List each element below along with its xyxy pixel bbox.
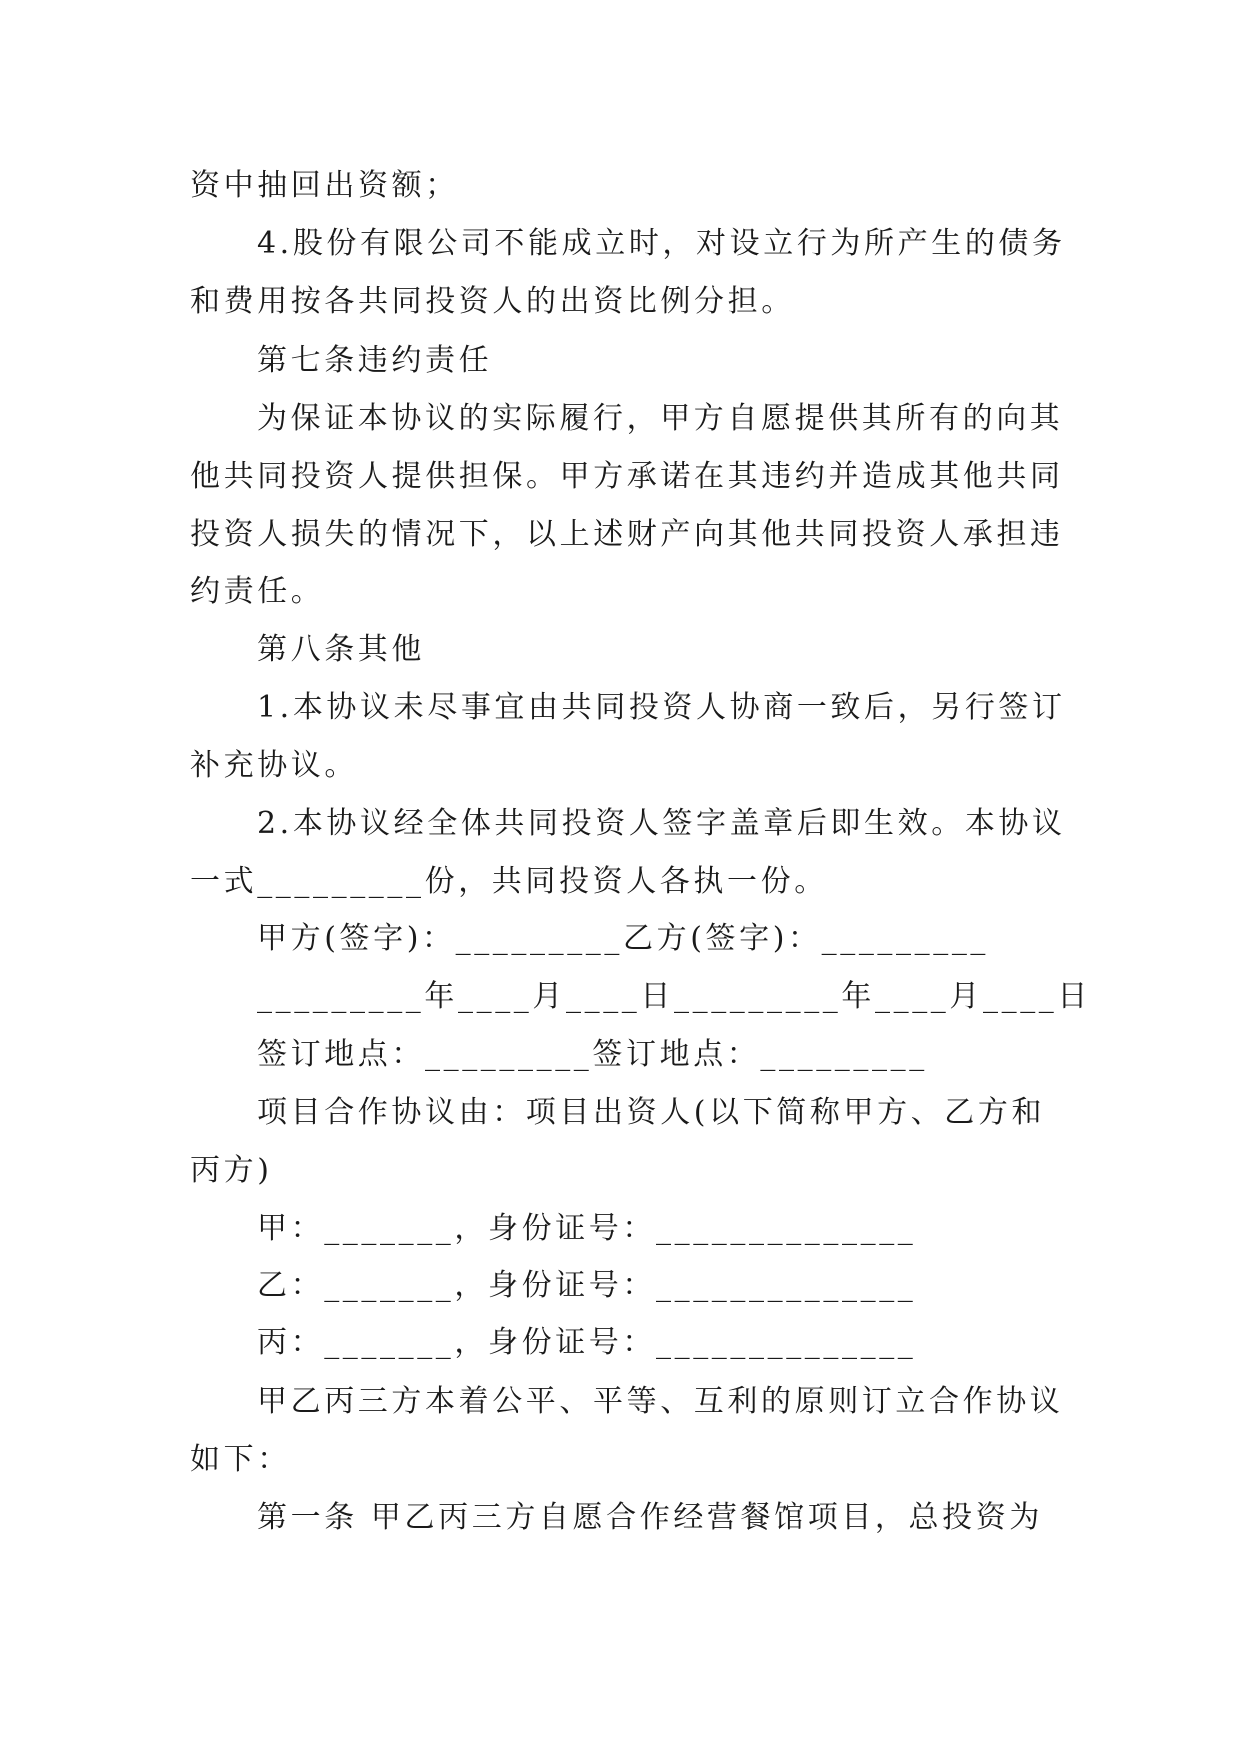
text-line-7: 投资人损失的情况下，以上述财产向其他共同投资人承担违 (190, 517, 1064, 552)
principle-line: 甲乙丙三方本着公平、平等、互利的原则订立合作协议 (257, 1384, 1064, 1419)
article-7-heading: 第七条违约责任 (257, 343, 493, 378)
agreement-intro-line: 项目合作协议由：项目出资人(以下简称甲方、乙方和 (257, 1095, 1046, 1130)
text-line-8: 约责任。 (190, 574, 325, 609)
party-c-line: 丙：_______，身份证号：______________ (257, 1325, 917, 1360)
party-a-line: 甲：_______，身份证号：______________ (257, 1211, 917, 1246)
article-8-heading: 第八条其他 (257, 632, 425, 667)
text-line-3: 和费用按各共同投资人的出资比例分担。 (190, 284, 795, 319)
date-line: _________年____月____日_________年____月____日 (257, 979, 1091, 1014)
signing-place-line: 签订地点：_________签订地点：_________ (257, 1037, 928, 1072)
clause-line-4: 4.股份有限公司不能成立时，对设立行为所产生的债务 (257, 226, 1066, 261)
text-line-1: 资中抽回出资额； (190, 168, 459, 203)
signature-line: 甲方(签字)：_________乙方(签字)：_________ (257, 921, 990, 956)
text-line-6: 他共同投资人提供担保。甲方承诺在其违约并造成其他共同 (190, 459, 1064, 494)
text-line-11: 补充协议。 (190, 748, 358, 783)
copies-line: 一式_________份，共同投资人各执一份。 (190, 864, 828, 899)
party-b-line: 乙：_______，身份证号：______________ (257, 1268, 917, 1303)
article-1-line: 第一条 甲乙丙三方自愿合作经营餐馆项目，总投资为 (257, 1500, 1043, 1535)
text-line-5: 为保证本协议的实际履行，甲方自愿提供其所有的向其 (257, 401, 1064, 436)
clause-line-2: 2.本协议经全体共同投资人签字盖章后即生效。本协议 (257, 806, 1066, 841)
text-line-18: 丙方) (190, 1153, 273, 1188)
clause-line-1: 1.本协议未尽事宜由共同投资人协商一致后，另行签订 (257, 690, 1066, 725)
text-line-23: 如下： (190, 1442, 291, 1477)
